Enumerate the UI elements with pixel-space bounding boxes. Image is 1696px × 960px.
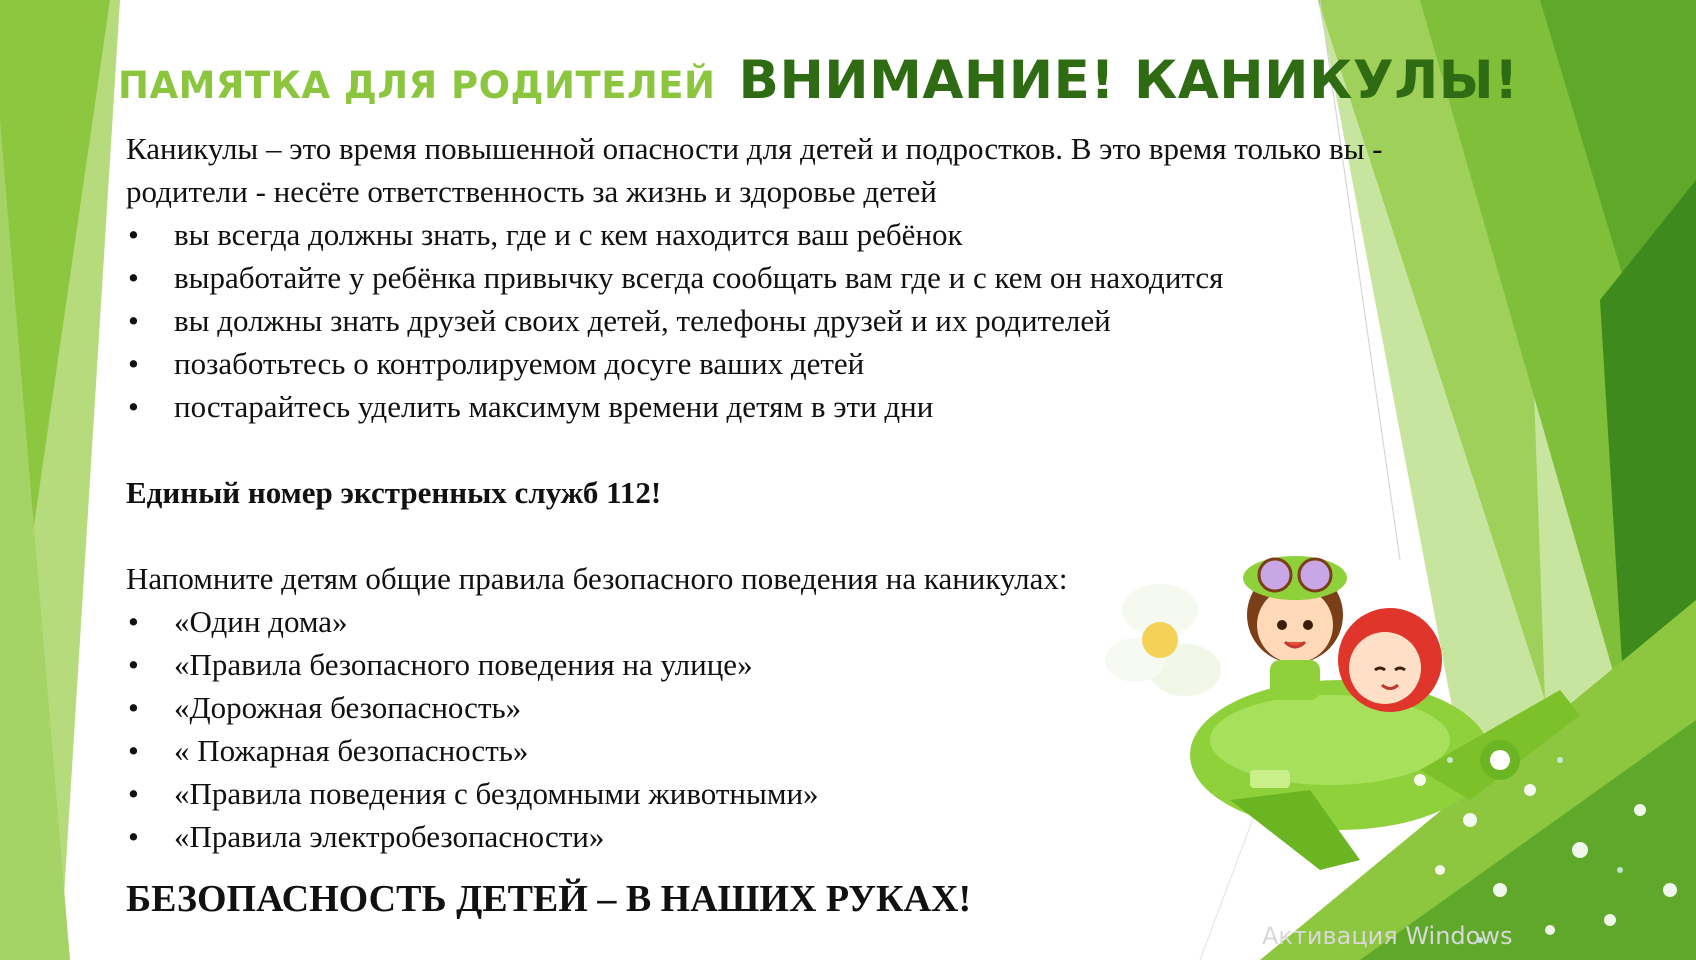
list-item: • «Один дома»: [126, 600, 1426, 643]
slide-content: [126, 127, 1426, 921]
list-item: • « Пожарная безопасность»: [126, 729, 1426, 772]
rules-intro: Напомните детям общие правила безопасного поведения на каникулах:: [126, 561, 1068, 596]
subtitle: ПАМЯТКА ДЛЯ РОДИТЕЛЕЙ: [118, 64, 716, 107]
list-item: • вы должны знать друзей своих детей, телефоны друзей и их родителей: [126, 299, 1426, 342]
emergency-number: Единый номер экстренных служб 112!: [126, 475, 662, 510]
list-item: • выработайте у ребёнка привычку всегда сообщать вам где и с кем он находится: [126, 256, 1426, 299]
safety-rules-list: [126, 600, 1426, 858]
list-item: • «Правила электробезопасности»: [126, 815, 1426, 858]
title-row: [118, 50, 1519, 111]
list-item: • вы всегда должны знать, где и с кем находится ваш ребёнок: [126, 213, 1426, 256]
parent-tips-list: [126, 213, 1426, 428]
list-item: • постарайтесь уделить максимум времени детям в эти дни: [126, 385, 1426, 428]
list-item: • позаботьтесь о контролируемом досуге ваших детей: [126, 342, 1426, 385]
list-item: • «Дорожная безопасность»: [126, 686, 1426, 729]
intro-paragraph: Каникулы – это время повышенной опасности для детей и подростков. В это время только вы - родители - несёте ответственность за жизнь и здоровье детей: [126, 131, 1383, 209]
footer-slogan: БЕЗОПАСНОСТЬ ДЕТЕЙ – В НАШИХ РУКАХ!: [126, 878, 972, 920]
page-title: ВНИМАНИЕ! КАНИКУЛЫ!: [738, 50, 1519, 111]
list-item: • «Правила поведения с бездомными животными»: [126, 772, 1426, 815]
list-item: • «Правила безопасного поведения на улице»: [126, 643, 1426, 686]
windows-activation-watermark: Активация Windows: [1262, 922, 1513, 950]
